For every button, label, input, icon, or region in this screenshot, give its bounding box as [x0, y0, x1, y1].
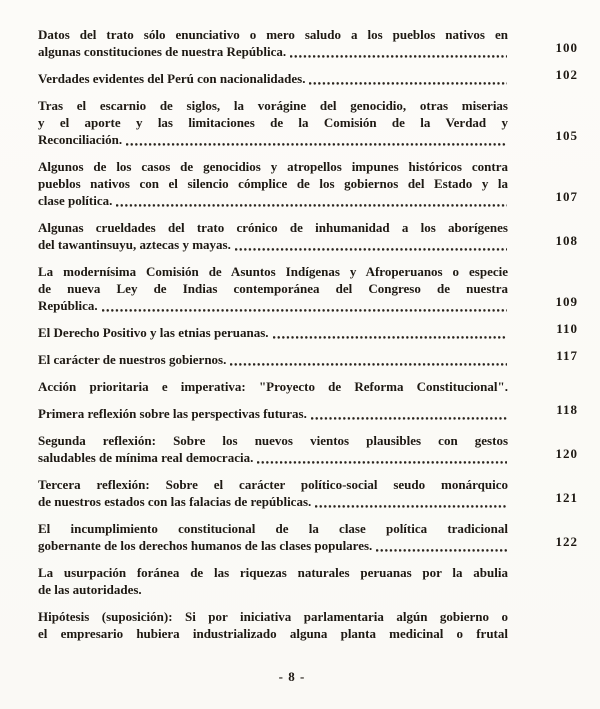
toc-entry-text [38, 405, 508, 422]
toc-entry-line: Hipótesis (suposición): Si por iniciativa parlamentaria algún gobierno o [38, 609, 508, 624]
toc-page-number: 100 [555, 40, 578, 55]
dot-leader [230, 363, 507, 366]
dot-leader [257, 461, 507, 464]
toc-entry [38, 402, 578, 422]
toc-entry-line: Primera reflexión sobre las perspectivas futuras. [38, 406, 307, 421]
toc-entry-line: Tras el escarnio de siglos, la vorágine del genocidio, otras miserias [38, 98, 508, 113]
toc-entry-last-line [38, 236, 508, 253]
toc-entry-line: el empresario hubiera industrializado alguna planta medicinal o frutal [38, 626, 508, 641]
toc-page-number: 102 [555, 67, 578, 82]
toc-entry-text [38, 219, 508, 253]
toc-entry [38, 158, 578, 209]
toc-entry-line: gobernante de los derechos humanos de las clases populares. [38, 538, 373, 553]
toc-entry-line: Tercera reflexión: Sobre el carácter político-social seudo monárquico [38, 477, 508, 492]
toc-entry-line: Reconciliación. [38, 132, 123, 147]
toc-entry [38, 26, 578, 60]
toc-entry-line: clase política. [38, 193, 113, 208]
toc-entry-text [38, 432, 508, 466]
toc-entry-last-line [38, 449, 508, 466]
toc-entry [38, 378, 578, 395]
dot-leader [315, 505, 507, 508]
toc-entry-last-line [38, 297, 508, 314]
toc-entry [38, 348, 578, 368]
toc-entry-line: Segunda reflexión: Sobre los nuevos vientos plausibles con gestos [38, 433, 508, 448]
toc-page-number: 122 [555, 534, 578, 549]
toc-entry-last-line [38, 70, 508, 87]
toc-entry-last-line [38, 537, 508, 554]
toc-list [38, 26, 578, 642]
toc-page-number: 107 [555, 189, 578, 204]
dot-leader [273, 336, 507, 339]
toc-entry-last-line [38, 351, 508, 368]
dot-leader [311, 417, 507, 420]
toc-page-number: 105 [555, 128, 578, 143]
toc-page-number: 109 [555, 294, 578, 309]
toc-page-number: 118 [556, 402, 578, 417]
page-number-footer [22, 668, 562, 685]
toc-entry [38, 263, 578, 314]
toc-entry-text [38, 564, 508, 598]
toc-entry-line: El incumplimiento constitucional de la clase política tradicional [38, 521, 508, 536]
toc-entry-last-line [38, 131, 508, 148]
toc-entry-line: La usurpación foránea de las riquezas naturales peruanas por la abulia [38, 565, 508, 580]
toc-entry-line: de las autoridades. [38, 582, 142, 597]
toc-entry-last-line [38, 43, 508, 60]
toc-entry-text [38, 608, 508, 642]
dot-leader [116, 204, 507, 207]
toc-entry-text [38, 520, 508, 554]
toc-page-number: 121 [555, 490, 578, 505]
toc-entry-text [38, 351, 508, 368]
toc-entry-line: del tawantinsuyu, aztecas y mayas. [38, 237, 231, 252]
toc-entry-line: Verdades evidentes del Perú con nacionalidades. [38, 71, 306, 86]
toc-entry [38, 67, 578, 87]
toc-entry [38, 520, 578, 554]
toc-entry-line: El carácter de nuestros gobiernos. [38, 352, 227, 367]
toc-entry-line: de nueva Ley de Indias contemporánea del Congreso de nuestra [38, 281, 508, 296]
toc-entry-text [38, 378, 508, 395]
dot-leader [235, 248, 507, 251]
toc-entry [38, 476, 578, 510]
toc-entry-line: Datos del trato sólo enunciativo o mero saludo a los pueblos nativos en [38, 27, 508, 42]
toc-entry [38, 432, 578, 466]
toc-entry-text [38, 324, 508, 341]
toc-entry-line: algunas constituciones de nuestra República. [38, 44, 287, 59]
toc-entry-line: saludables de mínima real democracia. [38, 450, 254, 465]
dot-leader [102, 309, 507, 312]
toc-entry-line: y el aporte y las limitaciones de la Comisión de la Verdad y [38, 115, 508, 130]
toc-page-number: 120 [555, 446, 578, 461]
toc-page-number: 110 [556, 321, 578, 336]
toc-entry-last-line [38, 192, 508, 209]
toc-entry-line: pueblos nativos con el silencio cómplice de los gobiernos del Estado y la [38, 176, 508, 191]
dot-leader [309, 82, 507, 85]
toc-entry-text [38, 97, 508, 148]
toc-entry-text [38, 26, 508, 60]
toc-entry-line: Algunas crueldades del trato crónico de inhumanidad a los aborígenes [38, 220, 508, 235]
toc-entry-text [38, 476, 508, 510]
toc-entry [38, 321, 578, 341]
toc-entry-last-line [38, 405, 508, 422]
toc-entry [38, 564, 578, 598]
toc-entry-line: de nuestros estados con las falacias de repúblicas. [38, 494, 312, 509]
dot-leader [376, 549, 507, 552]
toc-page-number: 117 [556, 348, 578, 363]
toc-entry [38, 608, 578, 642]
toc-entry-last-line [38, 324, 508, 341]
toc-entry-text [38, 70, 508, 87]
toc-entry-line: La modernísima Comisión de Asuntos Indígenas y Afroperuanos o especie [38, 264, 508, 279]
toc-entry-line: República. [38, 298, 98, 313]
toc-entry-line: El Derecho Positivo y las etnias peruanas. [38, 325, 269, 340]
toc-entry [38, 97, 578, 148]
toc-entry-text [38, 158, 508, 209]
toc-page-number: 108 [555, 233, 578, 248]
dot-leader [290, 55, 507, 58]
toc-entry-last-line [38, 493, 508, 510]
toc-entry-text [38, 263, 508, 314]
toc-entry [38, 219, 578, 253]
toc-entry-line: Algunos de los casos de genocidios y atropellos impunes históricos contra [38, 159, 508, 174]
dot-leader [126, 143, 507, 146]
page-number-label: - 8 - [278, 669, 306, 684]
toc-entry-line: Acción prioritaria e imperativa: "Proyecto de Reforma Constitucional". [38, 379, 508, 394]
